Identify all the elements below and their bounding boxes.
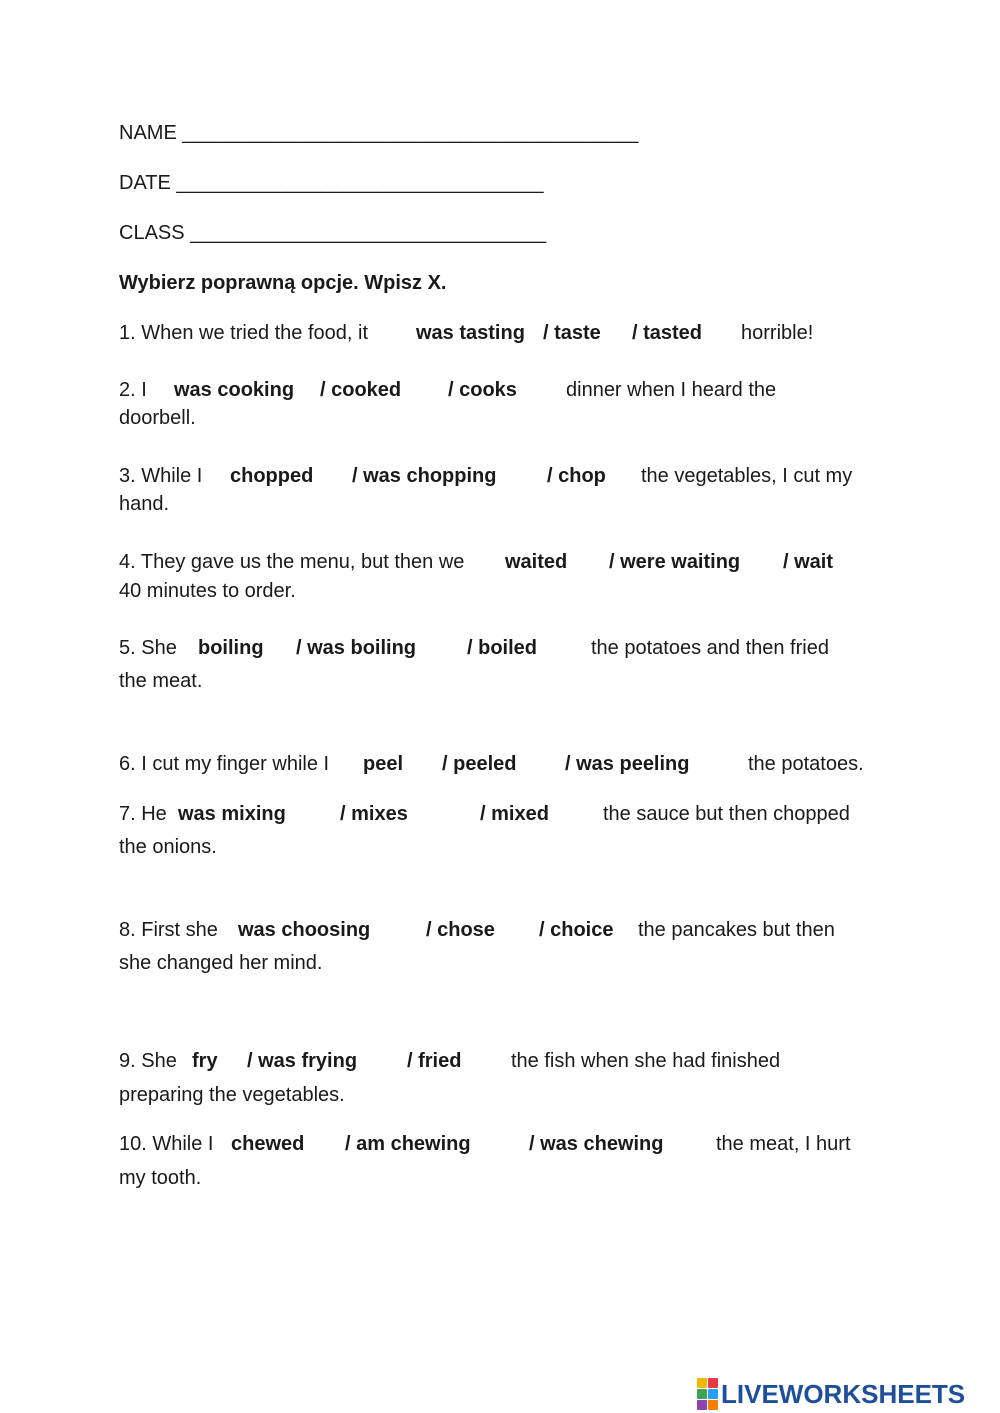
question-3-cont: hand.: [119, 493, 170, 515]
question-4: [119, 548, 834, 576]
question-10-cont: my tooth.: [119, 1167, 202, 1189]
question-7-cont: the onions.: [119, 836, 217, 858]
logo-icon: [697, 1378, 718, 1410]
question-text-end: the fish when she had finished: [511, 1050, 781, 1072]
question-2: [119, 376, 777, 404]
question-2-cont: doorbell.: [119, 407, 196, 429]
question-9: [119, 1047, 781, 1075]
name-blank[interactable]: _________________________________________: [182, 122, 639, 144]
option-3[interactable]: / fried: [407, 1050, 462, 1072]
question-4-cont: 40 minutes to order.: [119, 580, 296, 602]
question-text: 1. When we tried the food, it: [119, 322, 369, 344]
option-3[interactable]: / mixed: [480, 803, 549, 825]
date-field: [119, 169, 543, 197]
date-blank[interactable]: _________________________________: [176, 172, 544, 194]
option-1[interactable]: was cooking: [174, 379, 295, 401]
option-2[interactable]: / cooked: [320, 379, 402, 401]
question-text: 7. He: [119, 803, 167, 825]
option-1[interactable]: boiling: [198, 637, 264, 659]
question-text: 6. I cut my finger while I: [119, 753, 330, 775]
question-text-end: horrible!: [741, 322, 814, 344]
liveworksheets-logo: [697, 1379, 965, 1409]
option-1[interactable]: chewed: [231, 1133, 305, 1155]
option-1[interactable]: fry: [192, 1050, 218, 1072]
class-field: [119, 219, 546, 247]
question-text: 8. First she: [119, 919, 218, 941]
option-1[interactable]: waited: [505, 551, 568, 573]
instruction: Wybierz poprawną opcje. Wpisz X.: [119, 272, 447, 294]
question-8-cont: she changed her mind.: [119, 952, 323, 974]
option-1[interactable]: chopped: [230, 465, 314, 487]
logo-text: LIVEWORKSHEETS: [721, 1378, 966, 1409]
question-text: 3. While I: [119, 465, 203, 487]
question-text: 9. She: [119, 1050, 177, 1072]
question-5-cont: the meat.: [119, 670, 203, 692]
question-text: 5. She: [119, 637, 177, 659]
option-1[interactable]: was tasting: [416, 322, 525, 344]
question-5: [119, 634, 829, 662]
question-text-end: the meat, I hurt: [716, 1133, 851, 1155]
question-text-end: the vegetables, I cut my: [641, 465, 853, 487]
name-label: NAME: [119, 122, 177, 144]
question-7: [119, 800, 850, 828]
name-field: [119, 119, 638, 147]
option-3[interactable]: / wait: [783, 551, 834, 573]
option-2[interactable]: / was chopping: [352, 465, 497, 487]
question-text: 4. They gave us the menu, but then we: [119, 551, 465, 573]
question-text-end: the sauce but then chopped: [603, 803, 850, 825]
question-text-end: the potatoes.: [748, 753, 864, 775]
option-3[interactable]: / was peeling: [565, 753, 690, 775]
option-2[interactable]: / taste: [543, 322, 601, 344]
question-3: [119, 462, 853, 490]
option-1[interactable]: peel: [363, 753, 404, 775]
question-text-end: the potatoes and then fried: [591, 637, 829, 659]
option-3[interactable]: / boiled: [467, 637, 537, 659]
question-9-cont: preparing the vegetables.: [119, 1084, 345, 1106]
class-label: CLASS: [119, 222, 185, 244]
question-10: [119, 1130, 851, 1158]
option-2[interactable]: / was frying: [247, 1050, 358, 1072]
option-2[interactable]: / peeled: [442, 753, 517, 775]
option-1[interactable]: was choosing: [238, 919, 371, 941]
question-text: 2. I: [119, 379, 147, 401]
option-3[interactable]: / choice: [539, 919, 614, 941]
class-blank[interactable]: ________________________________: [190, 222, 547, 244]
question-text: 10. While I: [119, 1133, 214, 1155]
question-text-end: dinner when I heard the: [566, 379, 777, 401]
option-3[interactable]: / cooks: [448, 379, 517, 401]
option-2[interactable]: / were waiting: [609, 551, 741, 573]
question-8: [119, 916, 835, 944]
question-1: [119, 319, 814, 347]
date-label: DATE: [119, 172, 171, 194]
option-2[interactable]: / mixes: [340, 803, 408, 825]
option-3[interactable]: / was chewing: [529, 1133, 664, 1155]
option-1[interactable]: was mixing: [178, 803, 286, 825]
question-6: [119, 750, 864, 778]
question-text-end: the pancakes but then: [638, 919, 835, 941]
option-3[interactable]: / tasted: [632, 322, 703, 344]
option-3[interactable]: / chop: [547, 465, 606, 487]
option-2[interactable]: / chose: [426, 919, 495, 941]
option-2[interactable]: / was boiling: [296, 637, 417, 659]
option-2[interactable]: / am chewing: [345, 1133, 471, 1155]
